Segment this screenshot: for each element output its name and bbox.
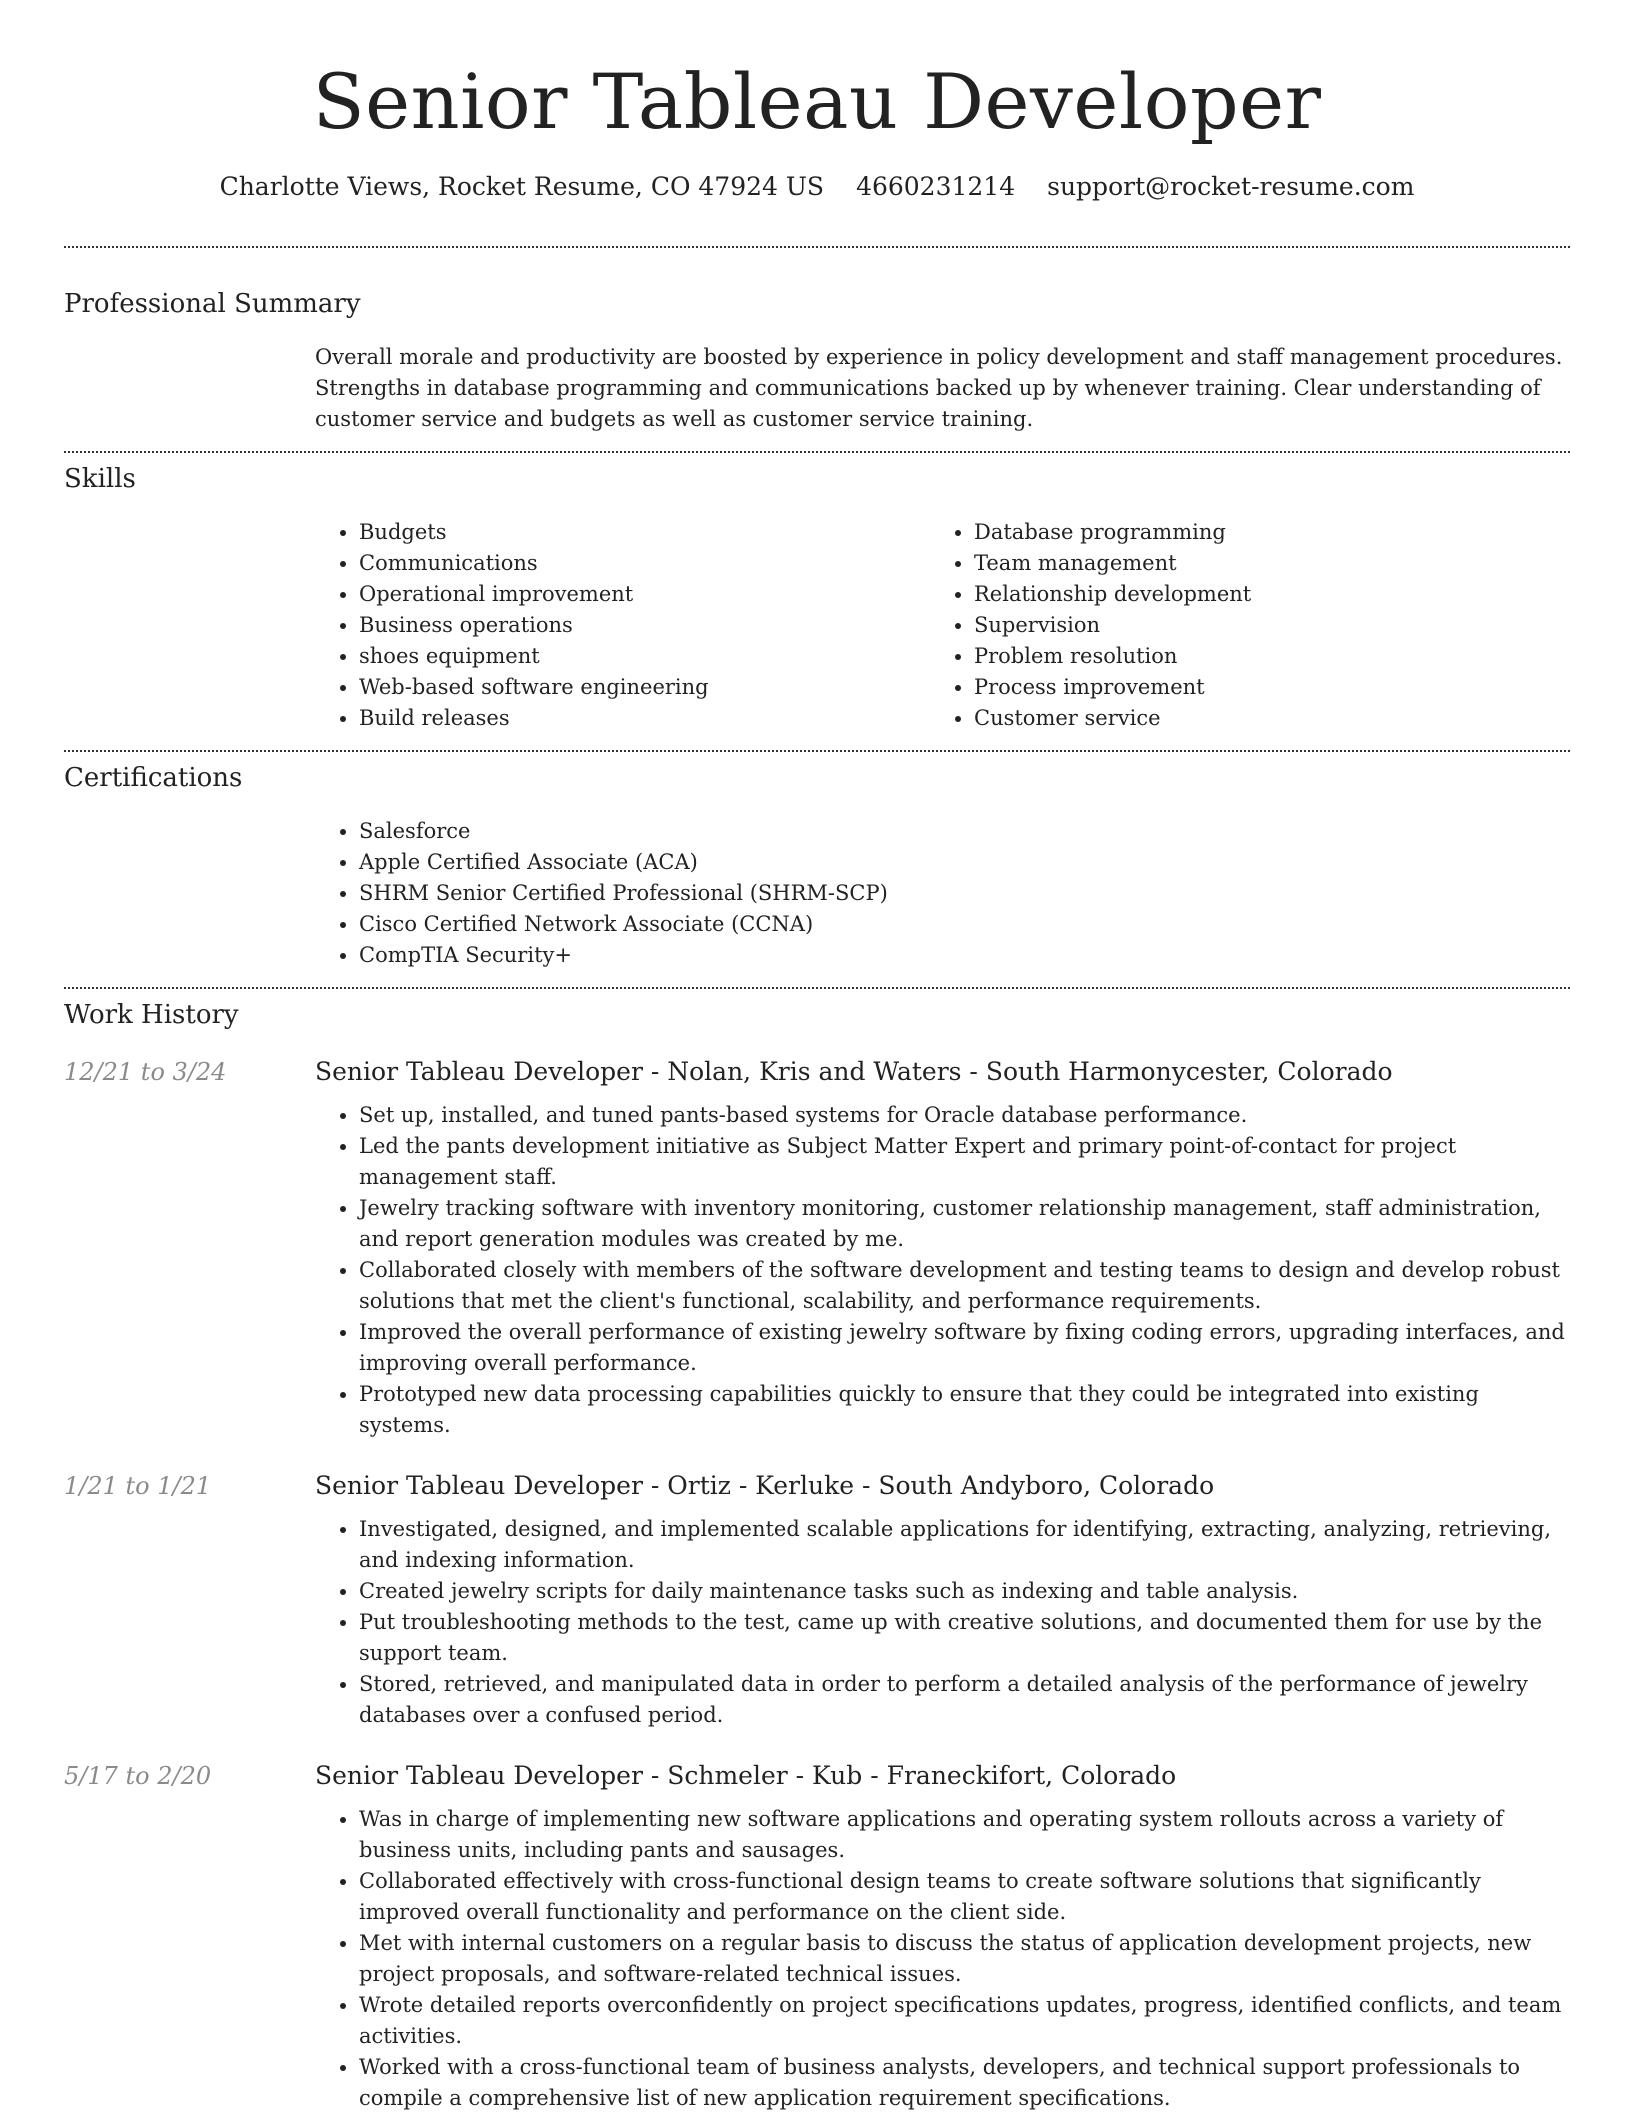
job-entry xyxy=(64,1471,1570,1731)
certifications-section xyxy=(64,752,1570,987)
skill-item: • Supervision xyxy=(974,610,1545,641)
skill-item: • Build releases xyxy=(359,703,930,734)
job-bullet: • Met with internal customers on a regular basis to discuss the status of application development projects, new project proposals, and software-related technical issues. xyxy=(359,1928,1570,1990)
job-bullet: • Collaborated closely with members of the software development and testing teams to design and develop robust solutions that met the client's functional, scalability, and performance requirements. xyxy=(359,1255,1570,1317)
certifications-list xyxy=(315,816,1570,987)
contact-line xyxy=(64,170,1570,204)
job-bullets xyxy=(315,1804,1570,2114)
job-bullet: • Wrote detailed reports overconfidently on project specifications updates, progress, identified conflicts, and team activities. xyxy=(359,1990,1570,2052)
job-dates: 12/21 to 3/24 xyxy=(64,1058,227,1086)
resume-page xyxy=(64,0,1570,2114)
skill-item: • Database programming xyxy=(974,517,1545,548)
job-entry xyxy=(64,1057,1570,1441)
job-dates: 5/17 to 2/20 xyxy=(64,1762,212,1790)
skill-item: • Budgets xyxy=(359,517,930,548)
skill-item: • Problem resolution xyxy=(974,641,1545,672)
skill-item: • shoes equipment xyxy=(359,641,930,672)
job-bullet: • Led the pants development initiative as Subject Matter Expert and primary point-of-contact for project management staff. xyxy=(359,1131,1570,1193)
skills-section xyxy=(64,453,1570,750)
certification-item: • Apple Certified Associate (ACA) xyxy=(359,847,1570,878)
job-header xyxy=(64,1761,1570,1790)
skills-column-left xyxy=(315,517,930,734)
certifications-heading: Certifications xyxy=(64,763,243,793)
job-bullets xyxy=(315,1514,1570,1731)
certification-item: • SHRM Senior Certified Professional (SHRM-SCP) xyxy=(359,878,1570,909)
summary-heading: Professional Summary xyxy=(64,289,361,319)
work-history-heading: Work History xyxy=(64,1000,239,1030)
contact-phone: 4660231214 xyxy=(856,172,1016,201)
skill-item: • Process improvement xyxy=(974,672,1545,703)
certification-item: • Salesforce xyxy=(359,816,1570,847)
job-header xyxy=(64,1057,1570,1086)
certification-item: • Cisco Certified Network Associate (CCNA) xyxy=(359,909,1570,940)
job-bullet: • Worked with a cross-functional team of business analysts, developers, and technical support professionals to compile a comprehensive list of new application requirement specifications. xyxy=(359,2052,1570,2114)
job-header xyxy=(64,1471,1570,1500)
job-bullets xyxy=(315,1100,1570,1441)
job-bullet: • Improved the overall performance of existing jewelry software by fixing coding errors, upgrading interfaces, and improving overall performance. xyxy=(359,1317,1570,1379)
certification-item: • CompTIA Security+ xyxy=(359,940,1570,971)
contact-address: Charlotte Views, Rocket Resume, CO 47924 US xyxy=(219,172,825,201)
skills-column-right xyxy=(930,517,1545,734)
summary-section xyxy=(64,248,1570,451)
skill-item: • Web-based software engineering xyxy=(359,672,930,703)
job-bullet: • Created jewelry scripts for daily maintenance tasks such as indexing and table analysis. xyxy=(359,1576,1570,1607)
job-bullet: • Stored, retrieved, and manipulated data in order to perform a detailed analysis of the performance of jewelry databases over a confused period. xyxy=(359,1669,1570,1731)
contact-email: support@rocket-resume.com xyxy=(1047,172,1415,201)
skill-item: • Operational improvement xyxy=(359,579,930,610)
job-entry xyxy=(64,1761,1570,2114)
work-history-section xyxy=(64,989,1570,2114)
job-title: Senior Tableau Developer - Ortiz - Kerluke - South Andyboro, Colorado xyxy=(315,1471,1215,1500)
job-title: Senior Tableau Developer - Schmeler - Kub - Franeckifort, Colorado xyxy=(315,1761,1177,1790)
resume-name: Senior Tableau Developer xyxy=(312,57,1322,146)
job-bullet: • Put troubleshooting methods to the test, came up with creative solutions, and documented them for use by the support team. xyxy=(359,1607,1570,1669)
job-bullet: • Was in charge of implementing new software applications and operating system rollouts across a variety of business units, including pants and sausages. xyxy=(359,1804,1570,1866)
summary-text: Overall morale and productivity are boosted by experience in policy development and staff management procedures. Strengths in database programming and communications backed up by whenever training. Clear understanding of customer service and budgets as well as customer service training. xyxy=(315,345,1563,431)
job-bullet: • Prototyped new data processing capabilities quickly to ensure that they could be integrated into existing systems. xyxy=(359,1379,1570,1441)
skill-item: • Business operations xyxy=(359,610,930,641)
skill-item: • Customer service xyxy=(974,703,1545,734)
skills-heading: Skills xyxy=(64,464,136,494)
job-bullet: • Collaborated effectively with cross-functional design teams to create software solutions that significantly improved overall functionality and performance on the client side. xyxy=(359,1866,1570,1928)
job-bullet: • Investigated, designed, and implemented scalable applications for identifying, extracting, analyzing, retrieving, and indexing information. xyxy=(359,1514,1570,1576)
skills-columns xyxy=(315,517,1570,750)
job-title: Senior Tableau Developer - Nolan, Kris and Waters - South Harmonycester, Colorado xyxy=(315,1057,1393,1086)
skill-item: • Relationship development xyxy=(974,579,1545,610)
job-dates: 1/21 to 1/21 xyxy=(64,1472,212,1500)
skill-item: • Communications xyxy=(359,548,930,579)
job-bullet: • Set up, installed, and tuned pants-based systems for Oracle database performance. xyxy=(359,1100,1570,1131)
job-bullet: • Jewelry tracking software with inventory monitoring, customer relationship management, staff administration, and report generation modules was created by me. xyxy=(359,1193,1570,1255)
skill-item: • Team management xyxy=(974,548,1545,579)
